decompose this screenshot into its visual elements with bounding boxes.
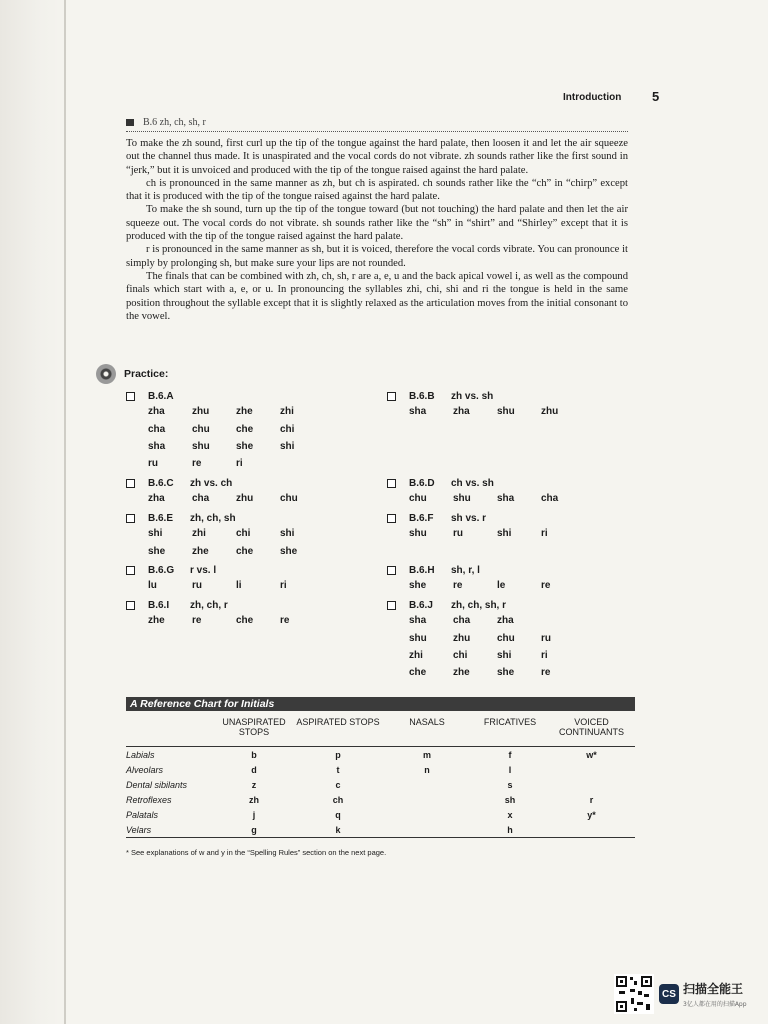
exercise-code: B.6.F [409,512,434,524]
exercise-b-6-g [126,563,324,594]
table-cell: k [335,824,341,835]
exercise-subtitle: zh, ch, r [190,599,228,611]
exercise-b-6-j [387,598,585,682]
syllable: zhu [192,406,210,418]
exercise-checkbox[interactable] [126,392,135,401]
watermark-text [683,980,747,1008]
table-cell: w* [586,749,597,760]
syllable: zhe [453,667,470,679]
exercise-header [126,476,324,490]
exercise-subtitle: zh vs. sh [451,390,494,402]
section-heading [126,117,628,128]
exercise-b-6-i [126,598,324,629]
column-header: ASPIRATED STOPS [296,717,380,727]
dotted-divider [126,131,628,132]
syllable: shi [497,649,512,661]
table-header-row [126,715,635,747]
running-head: Introduction [563,92,622,103]
exercise-checkbox[interactable] [387,514,396,523]
camscanner-logo: CS [659,984,679,1004]
audio-cd-icon [96,364,116,384]
body-text [126,137,628,323]
table-cell [382,777,472,792]
table-cell [382,822,472,838]
exercise-code: B.6.C [148,477,174,489]
row-label: Dental sibilants [126,779,188,790]
syllable: chi [236,528,251,540]
exercise-code: B.6.G [148,564,175,576]
table-cell: n [424,764,430,775]
exercise-b-6-b [387,389,585,420]
syllable: she [497,667,515,679]
table-cell: l [508,764,512,775]
syllable: cha [541,493,559,505]
syllable: zhu [453,632,471,644]
paragraph: To make the sh sound, turn up the tip of the tongue toward (but not touching) the hard palate and then let the air squeeze out. The vocal cords do not vibrate. sh sounds rather like the “sh” in “shirt” and “Shirley” except that it is produced with the tip of the tongue raised against the hard palate. [126,204,628,243]
exercise-header [387,563,585,577]
exercise-subtitle: zh, ch, sh [190,512,236,524]
syllable-row [126,420,324,437]
paragraph: The finals that can be combined with zh, ch, sh, r are a, e, u and the back apical vowel i, as well as the compound finals which start with a, e, or u. In pronouncing the syllables zhi, chi, shi and ri the tongue is held in the same position throughout the syllable except that it is slightly relaxed as the articulation moves from the initial consonant to the vowel. [126,270,628,322]
qr-code-icon [614,974,654,1014]
table-cell [548,762,635,777]
syllable: lu [148,580,157,592]
syllable: zha [453,406,470,418]
syllable: sha [409,615,427,627]
syllable: cha [192,493,210,505]
column-header: NASALS [409,717,445,727]
exercise-checkbox[interactable] [126,566,135,575]
table-cell: x [507,809,513,820]
table-cell: b [251,749,257,760]
syllable: shu [409,632,427,644]
table-cell: ch [332,794,344,805]
exercise-header [387,476,585,490]
exercise-header [387,511,585,525]
syllable: ri [541,528,548,540]
syllable: ru [453,528,463,540]
table-cell: zh [249,794,259,805]
syllable: re [192,458,202,470]
syllable: shi [280,440,295,452]
exercise-code: B.6.D [409,477,435,489]
table-cell [382,792,472,807]
exercise-header [387,389,585,403]
syllable: she [409,580,427,592]
exercise-header [126,511,324,525]
syllable-row [387,647,585,664]
syllable: zhi [280,406,294,418]
syllable: shi [148,528,163,540]
exercise-code: B.6.J [409,599,433,611]
syllable: re [280,615,290,627]
syllable: ri [280,580,287,592]
section-marker-icon [126,119,134,126]
syllable: ri [541,649,548,661]
exercise-header [387,598,585,612]
exercise-code: B.6.I [148,599,170,611]
row-label: Alveolars [126,764,164,775]
syllable: zha [148,406,165,418]
syllable: re [541,667,551,679]
syllable-row [387,664,585,681]
app-name: 扫描全能王 [683,982,744,996]
app-tagline: 3亿人都在用的扫描App [683,1001,747,1008]
syllable: re [192,615,202,627]
syllable: re [541,580,551,592]
table-row [126,777,635,792]
table-cell: z [251,779,257,790]
syllable: sha [409,406,427,418]
table-cell: c [335,779,341,790]
paragraph: ch is pronounced in the same manner as zh, but ch is aspirated. ch sounds rather like the “ch” in “chirp” except that it is produced with the tip of the tongue raised against the hard palate. [126,177,628,203]
table-cell: y* [587,809,596,820]
syllable: che [409,667,427,679]
table-cell: d [251,764,257,775]
exercise-checkbox[interactable] [126,601,135,610]
syllable: zhi [409,649,423,661]
exercise-code: B.6.A [148,390,174,402]
syllable: chu [280,493,298,505]
syllable: chi [453,649,468,661]
table-row [126,747,635,763]
exercise-b-6-d [387,476,585,507]
syllable-row [126,438,324,455]
practice-title: Practice: [124,368,169,380]
exercise-header [126,389,324,403]
syllable: zha [148,493,165,505]
table-cell: h [507,824,513,835]
table-cell: s [507,779,513,790]
syllable: sha [497,493,515,505]
table-cell: t [336,764,340,775]
syllable-row [387,525,585,542]
syllable: shu [192,440,210,452]
syllable-row [126,490,324,507]
exercise-subtitle: zh vs. ch [190,477,233,489]
syllable: ru [192,580,202,592]
row-label: Labials [126,749,155,760]
table-cell [548,777,635,792]
table-row [126,792,635,807]
syllable: chu [192,423,210,435]
syllable-row [387,612,585,629]
column-header: UNASPIRATED STOPS [222,717,286,737]
exercise-checkbox[interactable] [387,601,396,610]
chart-footnote: * See explanations of w and y in the “Spelling Rules” section on the next page. [126,848,387,857]
syllable: shi [280,528,295,540]
syllable: chu [497,632,515,644]
exercise-checkbox[interactable] [387,392,396,401]
syllable-row [126,525,324,542]
exercise-subtitle: zh, ch, sh, r [451,599,507,611]
syllable: zhe [192,545,209,557]
syllable: she [280,545,298,557]
exercise-subtitle: sh vs. r [451,512,487,524]
syllable: chu [409,493,427,505]
syllable: sha [148,440,166,452]
syllable: zhe [148,615,165,627]
table-cell [548,822,635,838]
syllable: che [236,615,254,627]
exercise-checkbox[interactable] [387,566,396,575]
paragraph: r is pronounced in the same manner as sh, but it is voiced, therefore the vocal cords vibrate. You can pronounce it simply by prolonging sh, but make sure your lips are not rounded. [126,244,628,269]
exercise-b-6-a [126,389,324,473]
row-label: Velars [126,824,152,835]
exercise-b-6-e [126,511,324,560]
syllable: che [236,423,254,435]
paragraph: To make the zh sound, first curl up the tip of the tongue against the hard palate, then loosen it and let the air squeeze out the channel thus made. It is unaspirated and the vocal cords do not vibrate. zh sounds rather like the first sound in “jerk,” but it is unvoiced and produced with the tip of the tongue raised against the hard palate. [126,138,628,176]
exercise-code: B.6.E [148,512,174,524]
row-label: Palatals [126,809,159,820]
syllable: che [236,545,254,557]
exercise-subtitle: r vs. l [190,564,217,576]
exercise-b-6-f [387,511,585,542]
syllable: ri [236,458,243,470]
syllable: re [453,580,463,592]
table-cell: sh [504,794,516,805]
syllable: zhu [541,406,559,418]
exercise-header [126,598,324,612]
syllable-row [126,612,324,629]
exercise-subtitle: sh, r, l [451,564,480,576]
syllable: zhu [236,493,254,505]
section-label: B.6 zh, ch, sh, r [143,117,206,128]
reference-chart [126,715,635,838]
table-row [126,807,635,822]
syllable: chi [280,423,295,435]
syllable: cha [148,423,166,435]
syllable-row [126,577,324,594]
syllable: shu [497,406,515,418]
syllable: zha [497,615,514,627]
syllable: she [148,545,166,557]
syllable: zhi [192,528,206,540]
syllable: le [497,580,506,592]
syllable: shu [453,493,471,505]
exercise-checkbox[interactable] [126,479,135,488]
syllable: ru [541,632,551,644]
table-cell: m [422,749,431,760]
reference-chart-title: A Reference Chart for Initials [126,697,635,711]
syllable: cha [453,615,471,627]
syllable-row [126,455,324,472]
page-number: 5 [652,89,660,104]
table-cell: r [589,794,594,805]
syllable-row [387,490,585,507]
syllable: shu [409,528,427,540]
table-cell: j [252,809,256,820]
syllable: she [236,440,254,452]
table-cell: f [508,749,512,760]
exercise-b-6-c [126,476,324,507]
exercise-checkbox[interactable] [126,514,135,523]
table-cell: g [251,824,257,835]
exercise-subtitle: ch vs. sh [451,477,494,489]
table-cell: p [335,749,341,760]
column-header: FRICATIVES [483,717,537,727]
exercise-b-6-h [387,563,585,594]
syllable: shi [497,528,512,540]
scanner-watermark [614,974,747,1014]
table-body [126,747,635,838]
table-cell [382,807,472,822]
practice-heading [96,364,168,384]
syllable-row [126,403,324,420]
column-header: VOICED CONTINUANTS [559,717,624,737]
exercise-checkbox[interactable] [387,479,396,488]
exercise-code: B.6.H [409,564,435,576]
row-label-header [126,715,214,747]
syllable-row [387,403,585,420]
row-label: Retroflexes [126,794,172,805]
initials-table [126,715,635,838]
syllable-row [126,542,324,559]
exercise-header [126,563,324,577]
syllable-row [387,629,585,646]
syllable: ru [148,458,158,470]
syllable: li [236,580,242,592]
table-cell: q [335,809,341,820]
table-row [126,762,635,777]
table-row [126,822,635,838]
syllable: zhe [236,406,253,418]
exercise-code: B.6.B [409,390,435,402]
syllable-row [387,577,585,594]
